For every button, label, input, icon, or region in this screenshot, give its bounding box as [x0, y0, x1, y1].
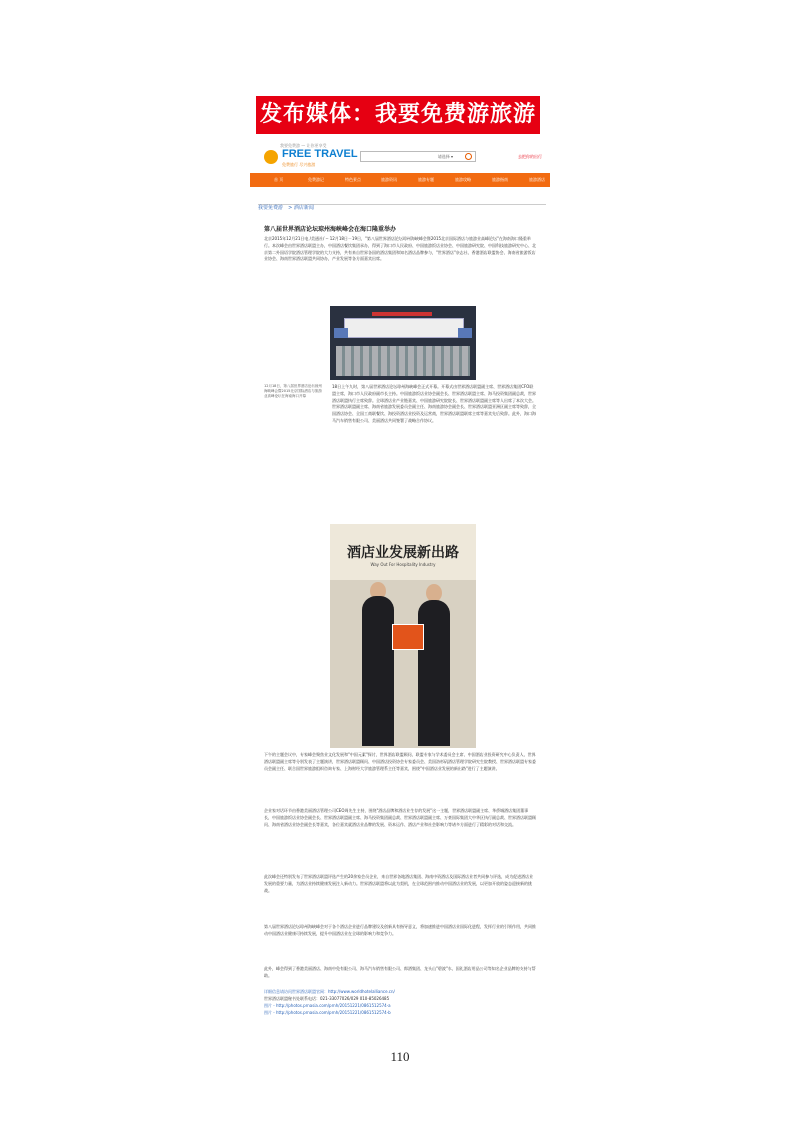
webpage-screenshot — [250, 142, 550, 1018]
article-title: 第八届世界酒店论坛琼州海峡峰会在海口隆重举办 — [264, 226, 397, 233]
publisher-banner: 发布媒体：我要免费游旅游 — [256, 96, 540, 134]
page-number: 110 — [390, 1049, 410, 1064]
article-link[interactable]: 图片 - http://photos.prnasia.com/prnh/20151221/0861512574-b — [264, 1010, 391, 1015]
forum-photo — [330, 306, 476, 380]
photo-banner-sub: Way Out For Hospitality Industry — [370, 562, 436, 567]
nav-item[interactable]: 旅游指南 — [492, 177, 508, 182]
nav-item[interactable]: 旅游酒店 — [529, 177, 545, 182]
main-nav — [250, 173, 550, 187]
header-link[interactable]: 去把你的出行 — [518, 154, 542, 159]
article-link[interactable]: 详细信息请访问世界酒店联盟官网：http://www.worldhotelalliance.cn/ — [264, 989, 395, 994]
site-logo-sub: 免费旅行 尽兴旅游 — [282, 162, 316, 167]
nav-item[interactable]: 免费游记 — [308, 177, 324, 182]
search-icon[interactable] — [465, 153, 472, 160]
award-photo — [330, 524, 476, 748]
article-paragraph: 下午的主题会议中，专家峰会聚焦业文化发展和"中国元素"探讨，世界酒店联盟顾问、联盟专家与学术委员会主席、中国酒店业投资研究中心负责人、世界酒店联盟副主席等分别发表了主题演讲，世界酒店联盟顾问、中国酒店投资协会专家委员会、美国洛杉矶酒店管理学院研究生院教授、世界酒店联盟专家委员会副主任、联合国世界旅游组织咨询专家、上海财经大学旅游管理系主任等嘉宾，围绕"中国酒店业发展的新出路"进行了主题演讲。 — [264, 752, 536, 771]
breadcrumb — [258, 194, 546, 211]
site-header — [250, 142, 550, 172]
photo-banner-text: 酒店业发展新出路 — [347, 545, 459, 561]
nav-item[interactable]: 特色景点 — [345, 177, 361, 182]
breadcrumb-home[interactable]: 我要免费游 — [258, 205, 284, 211]
photo-caption: 12月18日，第八届世界酒店论坛琼州海峡峰会暨2015北京国际酒店与旅游业高峰论坛在海南海口开幕 — [264, 384, 322, 398]
article-paragraph: 北京2015年12月21日电 /美通社/ -- 12月18日－19日，"第八届世界酒店论坛琼州海峡峰会暨2015北京国际酒店与旅游业高峰论坛"在海南海口隆重举行。本次峰会由世界酒店联盟主办，中国酒店餐饮集团承办，得到了海口市人民政府、中国旅游饭店业协会、中国旅游研究院、中国科技旅游研究中心、北京第二外国语学院酒店管理学院的大力支持，共有来自世界各国的酒店集团和知名酒店品牌参与，"世界酒店"杂志社、香港酒店联盟协会、海南省旅游饭店业协会、海南世界酒店联盟共同协办，产业发展等各方面嘉宾出席。 — [264, 236, 536, 262]
article-link[interactable]: 图片 - http://photos.prnasia.com/prnh/20151221/0861512574-a — [264, 1003, 391, 1008]
nav-item[interactable]: 旅游专题 — [418, 177, 434, 182]
article-paragraph: 此外，峰会得到了香港美丽酒店、海南中免有限公司、海马汽车销售有限公司、郎酒集团、龙头山"碧波"水、国礼酒店用品公司等知名企业品牌的支持与帮助。 — [264, 966, 536, 978]
sun-logo-icon — [264, 150, 278, 164]
nav-item-home[interactable]: 首 页 — [274, 177, 284, 182]
search-input[interactable] — [360, 151, 476, 162]
contact-line: 世界酒店联盟秘书处联系电话：021-33077026/029 010-85026485 — [264, 996, 390, 1001]
site-logo[interactable]: FREE TRAVEL — [282, 148, 358, 160]
article-paragraph: 18日上午九时，第八届世界酒店论坛琼州海峡峰会正式开幕。开幕式由世界酒店联盟副主席、世界酒店集团CFO联盟主席，海口市人民政府副市长主持。中国旅游饭店业协会副会长、世界酒店联盟主席、海马投资集团副总裁，世界酒店联盟执行主席致辞。全球酒店业产业链嘉宾、中国旅游研究院院长、世界酒店联盟副主席等人出席了本次大会。世界酒店联盟副主席、海南省旅游发展委员会副主任、海南旅游协会副会长、世界酒店联盟亚洲区副主席等致辞，全国酒店协会、全国工商联餐饮、海投资酒店业投资及运营商，世界酒店联盟联席主席等嘉宾先后致辞。此外，海口海马汽车销售有限公司、美丽酒店共同签署了战略合作协议。 — [332, 384, 536, 423]
search-category[interactable]: 请选择 ▾ — [437, 154, 453, 159]
article-paragraph: 第八届世界酒店论坛琼州海峡峰会对于各个酒店企业进行品牌建设及创新具有指导意义，将加速推进中国酒店业国际化进程，发挥行业的引领作用，共同推动中国酒店业健康可持续发展，提升中国酒店业在全球的影响力和竞争力。 — [264, 924, 536, 936]
article-paragraph: 此次峰会还特别发布了世界酒店联盟评选产生的20余家会员企业，来自世界各地酒店集团、海南中资酒店及国际酒店业者共同参与评选，成为促进酒店业发展的重要力量，为酒店业持续健康发展注入新动力。世界酒店联盟将以此为契机，在全球范围内推动中国酒店业的发展，以更加开放的姿态迎接新的挑战。 — [264, 874, 534, 893]
breadcrumb-current[interactable]: > 酒店新闻 — [288, 205, 314, 211]
article-paragraph: 企业家对话环节由香港美丽酒店管理公司CEO周先生主持，围绕"酒店品牌和酒店业生存的发展"这一主题，世界酒店联盟副主席、华侨城酒店集团董事长，中国旅游饭店业协会副会长、世界酒店联盟副主席、海马投资集团副总裁、世界酒店联盟副主席、万豪国际集团大中华区执行副总裁、世界酒店联盟顾问、海南省酒店业协会副会长等嘉宾，各位嘉宾就酒店业品牌的发展、资本运作、酒店产业和社会影响力等诸多方面进行了精彩的对话和交流。 — [264, 808, 536, 827]
article-links — [264, 988, 536, 1016]
site-tagline: 我要免费游 — 让你更享受 — [280, 143, 327, 148]
certificate — [392, 624, 424, 650]
nav-item[interactable]: 旅游资讯 — [381, 177, 397, 182]
nav-item[interactable]: 旅游攻略 — [455, 177, 471, 182]
